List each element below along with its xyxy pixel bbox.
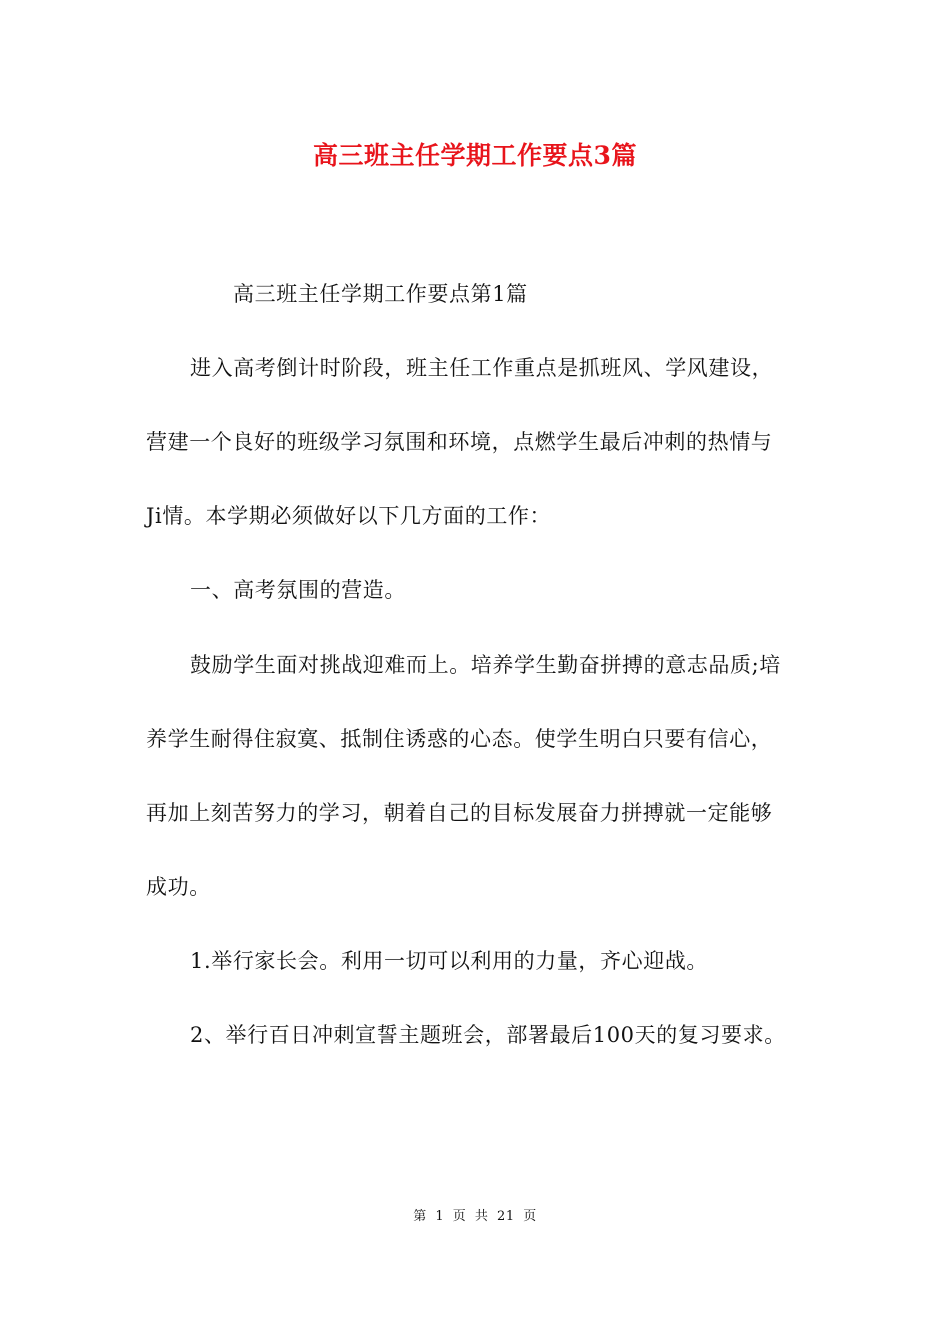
paragraph-1-line-2: 营建一个良好的班级学习氛围和环境，点燃学生最后冲刺的热情与 xyxy=(146,430,773,454)
section-heading: 高三班主任学期工作要点第1篇 xyxy=(233,282,528,306)
document-title: 高三班主任学期工作要点3篇 xyxy=(313,141,637,170)
paragraph-2-line-4: 成功。 xyxy=(146,875,211,899)
paragraph-2-line-2: 养学生耐得住寂寞、抵制住诱惑的心态。使学生明白只要有信心， xyxy=(146,727,773,751)
paragraph-2-line-3: 再加上刻苦努力的学习，朝着自己的目标发展奋力拼搏就一定能够 xyxy=(146,801,773,825)
point-2: 2、举行百日冲刺宣誓主题班会，部署最后100天的复习要求。 xyxy=(190,1023,786,1047)
paragraph-2-line-1: 鼓励学生面对挑战迎难而上。培养学生勤奋拼搏的意志品质;培 xyxy=(190,653,781,677)
page-number: 第 1 页 共 21 页 xyxy=(413,1209,537,1224)
paragraph-1-line-1: 进入高考倒计时阶段，班主任工作重点是抓班风、学风建设， xyxy=(190,356,774,380)
paragraph-1-line-3: Ji情。本学期必须做好以下几方面的工作： xyxy=(146,504,552,528)
item-one-heading: 一、高考氛围的营造。 xyxy=(190,578,406,602)
point-1: 1.举行家长会。利用一切可以利用的力量，齐心迎战。 xyxy=(190,949,709,973)
